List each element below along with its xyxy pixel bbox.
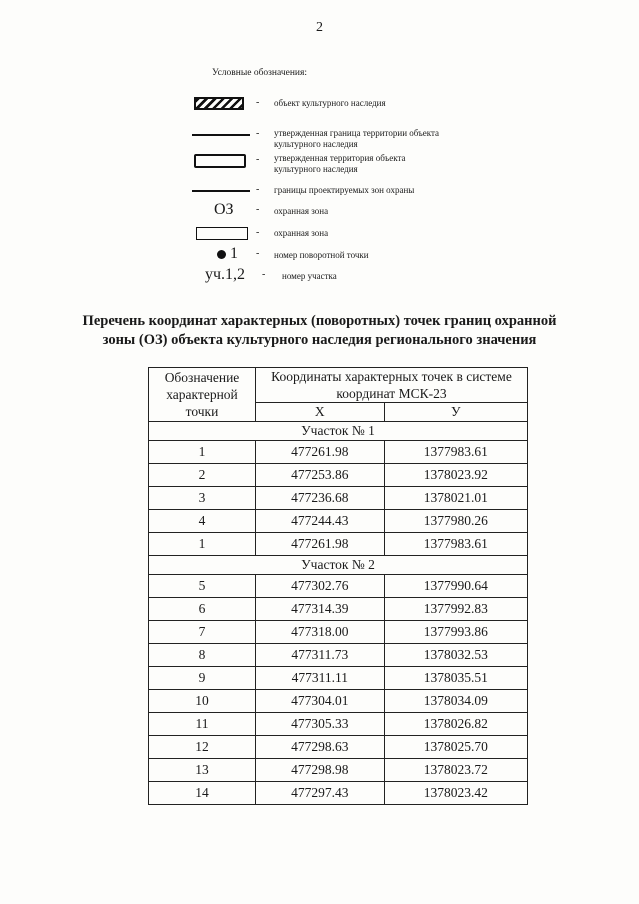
legend-row-plot-number [0,266,639,286]
table-row [149,621,528,644]
cell-y: 1378035.51 [384,667,527,690]
legend-dash: - [256,154,260,165]
section-title: Участок № 2 [149,556,528,575]
cell-point: 9 [149,667,256,690]
legend-title: Условные обозначения: [212,68,308,78]
table-row [149,464,528,487]
legend-label: утвержденная территория объекта культурного наследия [274,153,406,174]
legend-dash: - [256,248,260,259]
table-row [149,782,528,805]
cell-y: 1378026.82 [384,713,527,736]
plot-number-symbol: уч.1,2 [205,266,246,283]
cell-y: 1378032.53 [384,644,527,667]
page-number: 2 [316,20,323,35]
cell-x: 477297.43 [256,782,385,805]
cell-x: 477305.33 [256,713,385,736]
cell-point: 2 [149,464,256,487]
cell-point: 14 [149,782,256,805]
cell-x: 477244.43 [256,510,385,533]
legend-dash: - [256,128,260,139]
heading-line-2: зоны (ОЗ) объекта культурного наследия регионального значения [102,332,537,348]
header-coordinates: Координаты характерных точек в системе координат МСК-23 [256,368,528,403]
cell-x: 477261.98 [256,533,385,556]
cell-y: 1377983.61 [384,441,527,464]
table-row [149,713,528,736]
legend-dash: - [256,97,260,108]
legend-label: границы проектируемых зон охраны [274,185,415,195]
table-row [149,667,528,690]
thick-line-icon [192,134,250,136]
cell-point: 11 [149,713,256,736]
legend-row-turning-point [0,245,639,265]
table-row [149,598,528,621]
cell-y: 1377983.61 [384,533,527,556]
cell-x: 477318.00 [256,621,385,644]
header-x: X [256,403,385,422]
cell-point: 1 [149,533,256,556]
cell-x: 477298.63 [256,736,385,759]
cell-y: 1377980.26 [384,510,527,533]
cell-y: 1378023.72 [384,759,527,782]
header-point-designation: Обозначение характерной точки [149,368,256,422]
cell-y: 1378023.92 [384,464,527,487]
table-row [149,644,528,667]
cell-point: 6 [149,598,256,621]
document-heading [0,312,639,350]
legend-dash: - [256,184,260,195]
cell-point: 4 [149,510,256,533]
cell-point: 8 [149,644,256,667]
cell-y: 1378025.70 [384,736,527,759]
table-row [149,759,528,782]
cell-point: 5 [149,575,256,598]
cell-y: 1377993.86 [384,621,527,644]
legend-dash: - [256,204,260,215]
legend-row-approved-territory [0,153,639,173]
cell-y: 1378021.01 [384,487,527,510]
legend-label: объект культурного наследия [274,98,386,108]
cell-x: 477314.39 [256,598,385,621]
legend-row-protection-zone-code [0,201,639,221]
section-row [149,422,528,441]
cell-point: 10 [149,690,256,713]
cell-point: 3 [149,487,256,510]
coordinates-table [148,367,528,805]
thin-rectangle-icon [196,227,248,240]
table-row [149,736,528,759]
cell-point: 1 [149,441,256,464]
cell-y: 1378023.42 [384,782,527,805]
zone-code-symbol: ОЗ [214,201,234,218]
cell-y: 1378034.09 [384,690,527,713]
section-row [149,556,528,575]
cell-point: 7 [149,621,256,644]
section-title: Участок № 1 [149,422,528,441]
cell-x: 477253.86 [256,464,385,487]
legend-label: охранная зона [274,228,329,238]
legend-label: номер поворотной точки [274,250,369,260]
legend-dash: - [262,269,266,280]
table-row [149,487,528,510]
cell-x: 477311.73 [256,644,385,667]
cell-x: 477261.98 [256,441,385,464]
cell-x: 477302.76 [256,575,385,598]
hatched-rectangle-icon [194,97,244,110]
legend-row-heritage-object [0,95,639,115]
table-row [149,441,528,464]
thin-line-icon [192,190,250,192]
heading-line-1: Перечень координат характерных (поворотных) точек границ охранной [82,313,557,329]
cell-y: 1377992.83 [384,598,527,621]
table-row [149,510,528,533]
cell-point: 12 [149,736,256,759]
cell-point: 13 [149,759,256,782]
legend-label: утвержденная граница территории объекта культурного наследия [274,128,440,149]
table-row [149,690,528,713]
point-number-sample: 1 [230,245,238,263]
header-y: У [384,403,527,422]
legend-label: охранная зона [274,206,329,216]
legend-label: номер участка [282,271,337,281]
cell-x: 477298.98 [256,759,385,782]
cell-x: 477236.68 [256,487,385,510]
legend-row-protection-zone [0,225,639,245]
cell-x: 477311.11 [256,667,385,690]
cell-x: 477304.01 [256,690,385,713]
dot-icon [217,250,226,259]
coordinates-body [149,422,528,805]
legend-dash: - [256,227,260,238]
cell-y: 1377990.64 [384,575,527,598]
table-row [149,533,528,556]
rectangle-icon [194,154,246,168]
table-row [149,575,528,598]
turning-point-symbol [217,245,238,263]
legend-row-approved-border [0,128,639,148]
